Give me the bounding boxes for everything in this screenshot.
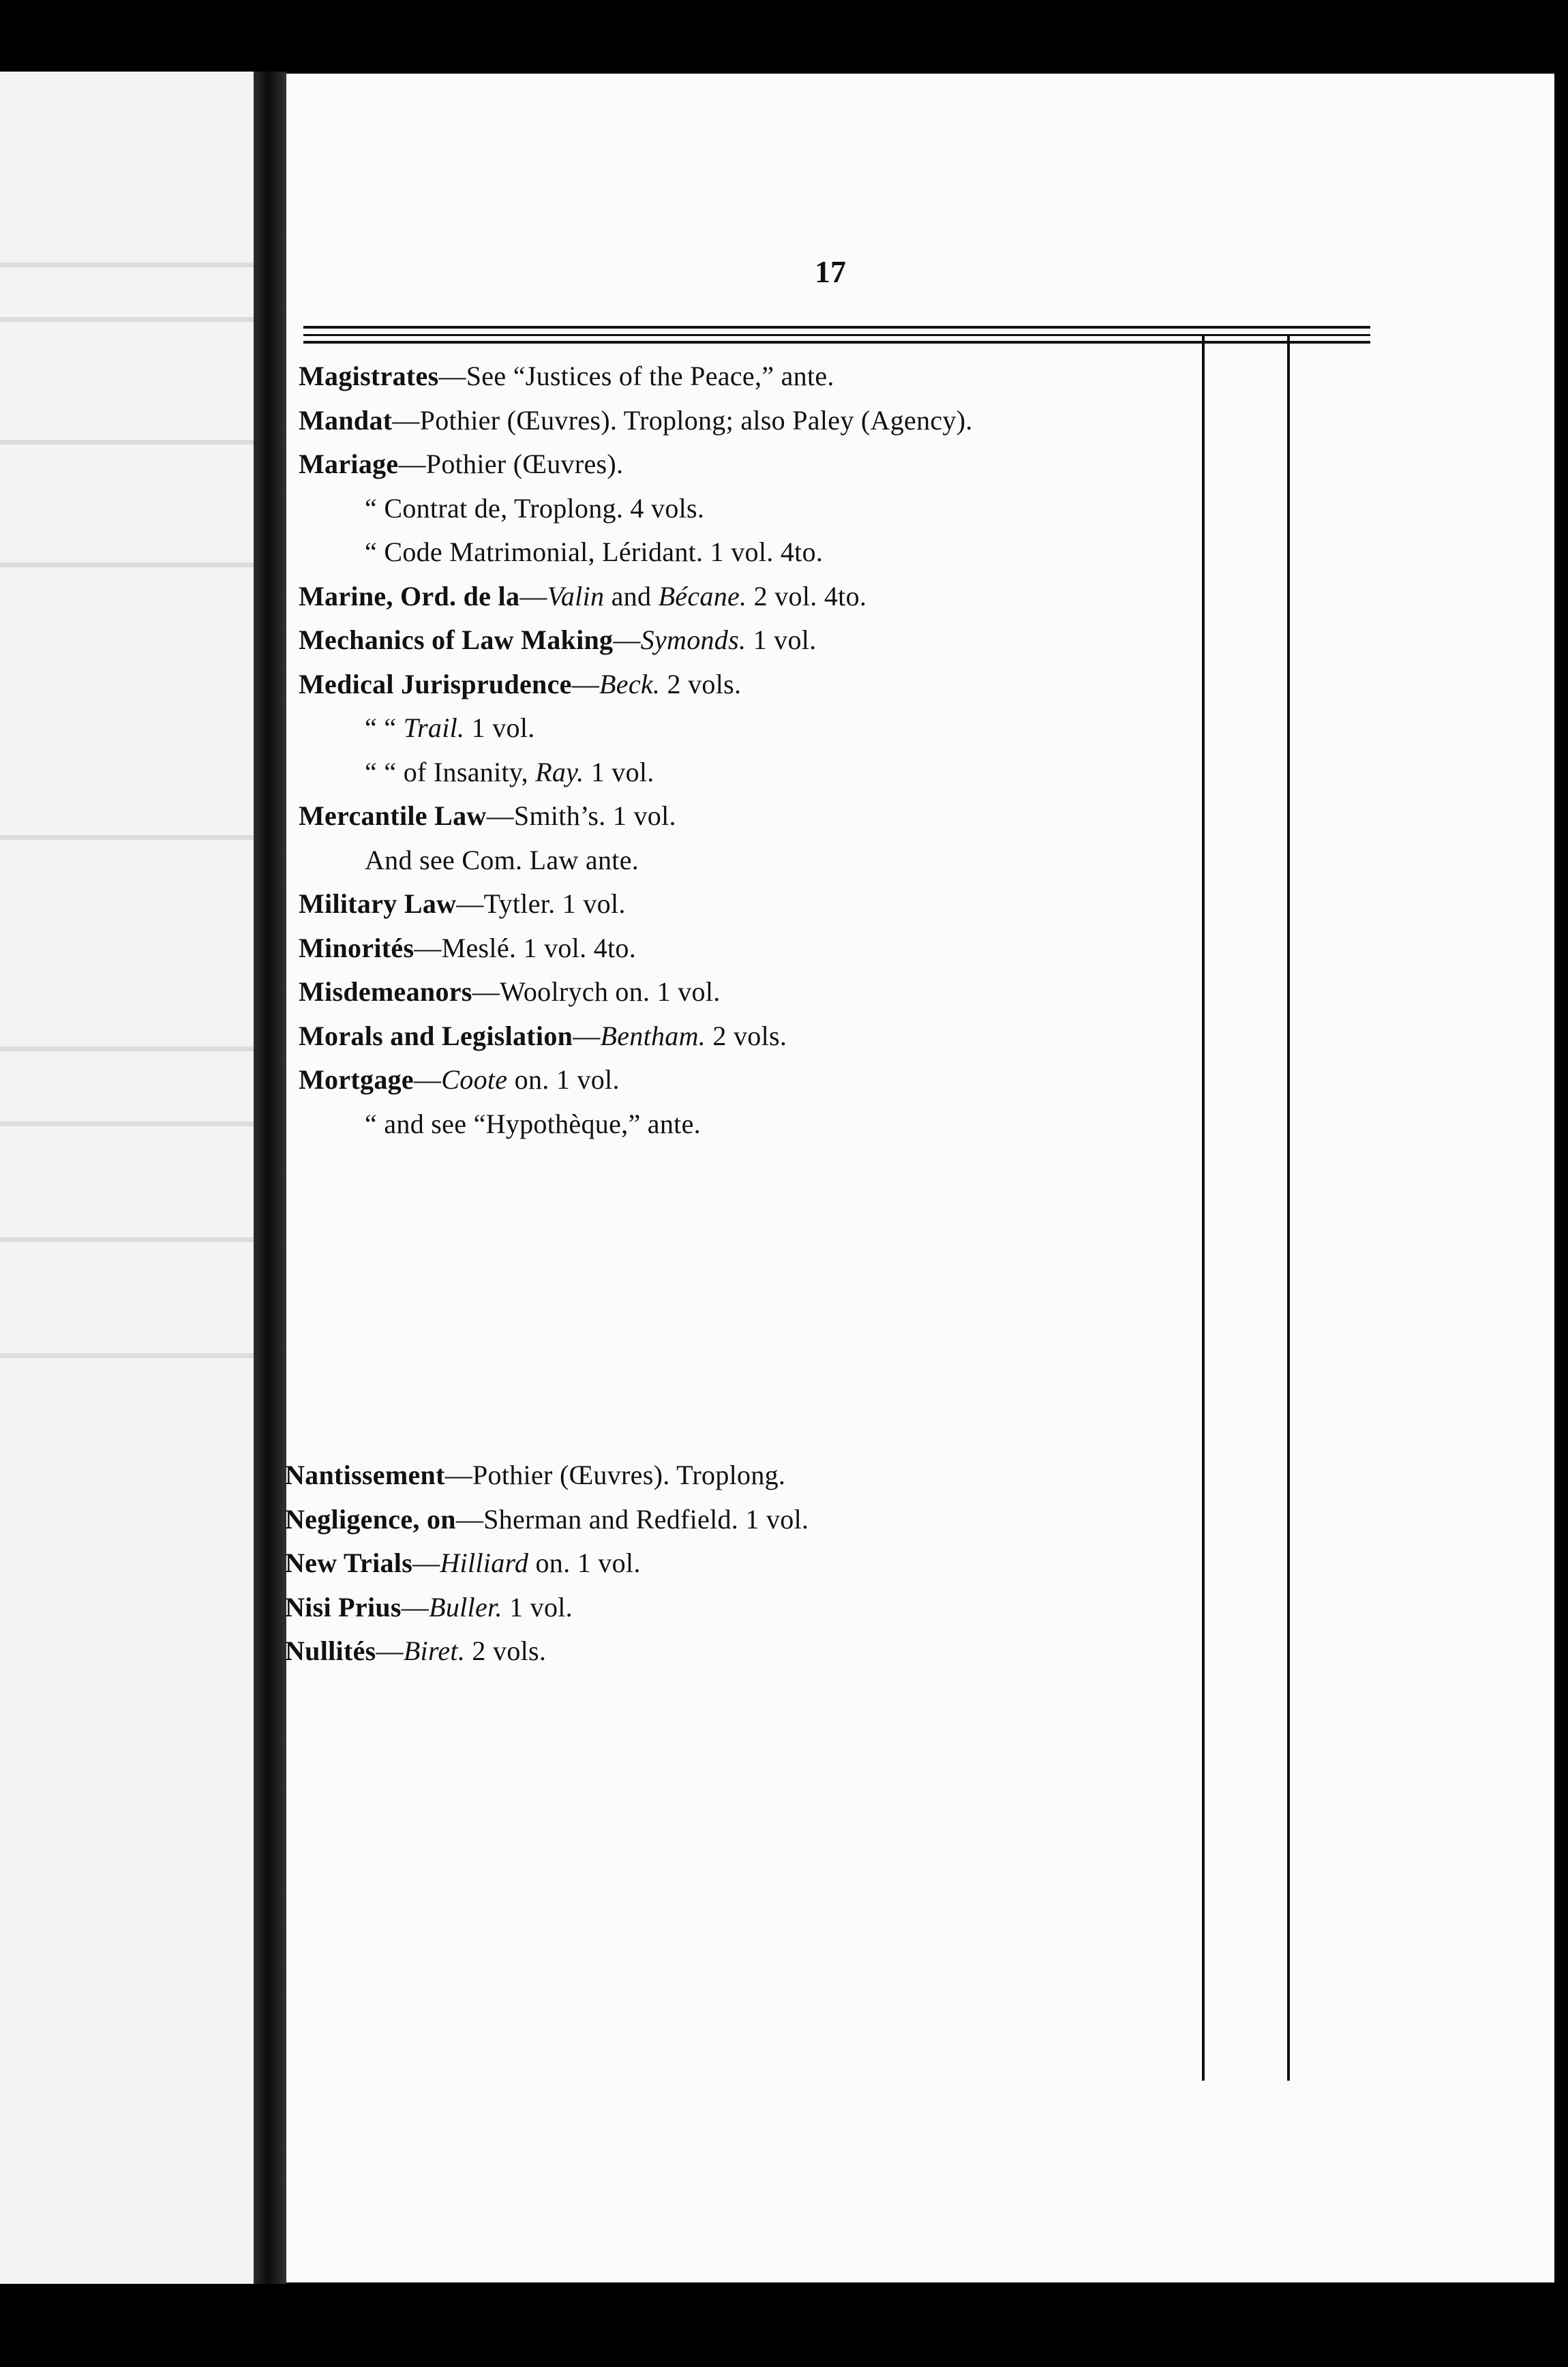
entry-text: 1 vol. — [464, 712, 535, 743]
bleed-through-line — [0, 440, 259, 444]
index-entry — [299, 800, 676, 832]
index-entry — [299, 1064, 620, 1096]
entry-heading: Minorités — [299, 932, 414, 963]
entry-heading: Nullités — [285, 1635, 376, 1666]
entry-text: — — [573, 1020, 601, 1051]
entry-text: 1 vol. — [584, 756, 654, 787]
entry-author: Bécane. — [658, 580, 747, 612]
entry-heading: Nisi Prius — [285, 1591, 402, 1623]
entry-text: —Sherman and Redfield. 1 vol. — [455, 1503, 809, 1535]
entry-heading: Nantissement — [285, 1460, 445, 1490]
entry-text: on. 1 vol. — [528, 1548, 641, 1578]
book-spine-shadow — [254, 72, 286, 2284]
index-entry — [299, 1020, 787, 1052]
index-entry — [365, 844, 639, 876]
index-entry — [285, 1503, 809, 1535]
entry-text: —Smith’s. 1 vol. — [486, 800, 676, 831]
entry-text: 1 vol. — [502, 1591, 573, 1623]
entry-text: And see Com. Law ante. — [365, 844, 639, 875]
entry-text: “ Code Matrimonial, Léridant. 1 vol. 4to. — [365, 537, 824, 567]
entry-author: Coote — [441, 1064, 508, 1095]
entry-author: Symonds. — [640, 624, 747, 655]
entry-text: — — [401, 1591, 429, 1623]
entry-text: —Meslé. 1 vol. 4to. — [414, 932, 637, 963]
entry-text: —See “Justices of the Peace,” ante. — [438, 361, 834, 391]
entry-heading: Medical Jurisprudence — [299, 668, 572, 699]
entry-author: Buller. — [429, 1591, 502, 1623]
entry-text: 1 vol. — [746, 624, 817, 655]
entry-text: “ “ — [365, 712, 404, 743]
entry-heading: Mortgage — [299, 1064, 414, 1095]
left-page-edge — [0, 72, 286, 2284]
index-entry — [299, 404, 973, 436]
entry-text: 2 vol. 4to. — [747, 580, 867, 612]
entry-text: 2 vols. — [706, 1020, 787, 1051]
header-rule — [303, 326, 1370, 329]
entry-author: Hilliard — [440, 1548, 529, 1578]
bleed-through-line — [0, 1237, 259, 1242]
index-entry — [285, 1459, 785, 1491]
entry-heading: Mandat — [299, 404, 393, 436]
bleed-through-line — [0, 1353, 259, 1358]
entry-text: — — [519, 580, 547, 612]
entry-heading: Negligence, on — [285, 1503, 456, 1535]
entry-heading: Mariage — [299, 449, 399, 479]
bleed-through-line — [0, 1046, 259, 1051]
index-entry — [365, 492, 704, 524]
index-entry — [365, 712, 535, 744]
bleed-through-line — [0, 562, 259, 567]
index-entry — [299, 360, 834, 392]
entry-heading: Magistrates — [299, 361, 439, 391]
index-entry — [299, 976, 721, 1008]
index-entry — [285, 1547, 641, 1579]
bleed-through-line — [0, 1121, 259, 1126]
index-entry — [285, 1591, 573, 1623]
index-entry — [285, 1635, 546, 1667]
entry-heading: New Trials — [285, 1548, 413, 1578]
entry-author: Valin — [547, 580, 605, 612]
index-entry — [299, 580, 866, 612]
bleed-through-line — [0, 835, 259, 840]
index-entry — [299, 888, 626, 920]
entry-text: “ “ of Insanity, — [365, 756, 536, 787]
index-entry — [365, 756, 654, 788]
entry-text: and — [604, 580, 659, 612]
entry-text: —Pothier (Œuvres). — [398, 449, 624, 479]
header-rule — [303, 341, 1370, 344]
entry-text: — — [613, 624, 641, 655]
entry-text: — — [571, 668, 600, 699]
entry-text: “ and see “Hypothèque,” ante. — [365, 1108, 701, 1139]
index-entry — [299, 448, 623, 480]
entry-heading: Mercantile Law — [299, 800, 487, 831]
entry-text: —Pothier (Œuvres). Troplong; also Paley (Agency). — [392, 404, 973, 436]
index-entry — [299, 668, 741, 700]
entry-text: — — [376, 1635, 404, 1666]
entry-heading: Misdemeanors — [299, 976, 472, 1007]
entry-author: Ray. — [535, 756, 584, 787]
entry-text: —Tytler. 1 vol. — [456, 888, 626, 919]
column-rule — [1202, 335, 1205, 2081]
index-entry — [365, 1108, 701, 1140]
entry-text: — — [413, 1064, 442, 1095]
entry-author: Trail. — [403, 712, 465, 743]
entry-text: 2 vols. — [660, 668, 742, 699]
page-number: 17 — [815, 254, 846, 289]
entry-text: “ Contrat de, Troplong. 4 vols. — [365, 492, 705, 524]
entry-text: on. 1 vol. — [507, 1064, 620, 1095]
index-entry — [365, 536, 823, 568]
entry-heading: Mechanics of Law Making — [299, 624, 614, 655]
entry-text: —Pothier (Œuvres). Troplong. — [444, 1460, 786, 1490]
entry-text: 2 vols. — [465, 1635, 547, 1666]
index-entry — [299, 624, 816, 656]
entry-author: Beck. — [599, 668, 661, 699]
bleed-through-line — [0, 262, 259, 267]
entry-author: Bentham. — [600, 1020, 706, 1051]
entry-text: — — [412, 1548, 440, 1578]
index-entry — [299, 932, 636, 964]
entry-text: —Woolrych on. 1 vol. — [472, 976, 721, 1007]
entry-heading: Morals and Legislation — [299, 1020, 573, 1051]
entry-heading: Military Law — [299, 888, 457, 919]
column-rule — [1287, 335, 1290, 2081]
entry-heading: Marine, Ord. de la — [299, 580, 520, 612]
header-rule — [303, 334, 1370, 336]
bleed-through-line — [0, 317, 259, 322]
entry-author: Biret. — [403, 1635, 466, 1666]
